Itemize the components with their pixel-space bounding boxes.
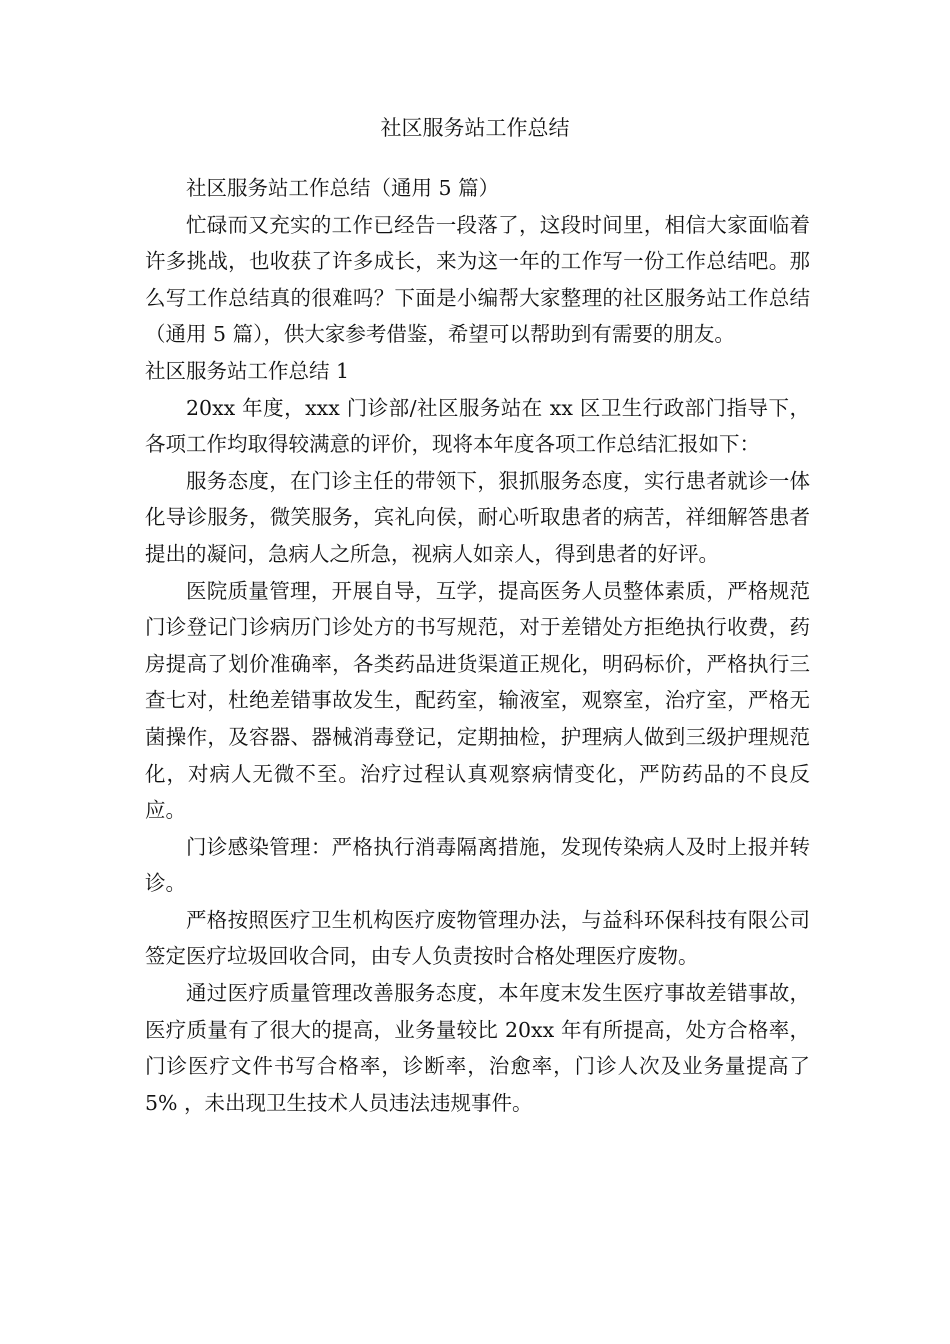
paragraph-subtitle: 社区服务站工作总结（通用 5 篇） — [186, 176, 500, 200]
paragraph-service-attitude: 服务态度，在门诊主任的带领下，狠抓服务态度，实行患者就诊一体化导诊服务，微笑服务，宾礼向侯，耐心听取患者的病苦，祥细解答患者提出的凝问，急病人之所急，视病人如亲人，得到患者的好评。 — [145, 468, 810, 566]
paragraph-overview: 20xx 年度，xxx 门诊部/社区服务站在 xx 区卫生行政部门指导下，各项工作均取得较满意的评价，现将本年度各项工作总结汇报如下： — [145, 395, 810, 457]
paragraph-medical-waste: 严格按照医疗卫生机构医疗废物管理办法，与益科环保科技有限公司签定医疗垃圾回收合同，由专人负责按时合格处理医疗废物。 — [145, 907, 810, 969]
paragraph-infection-management: 门诊感染管理：严格执行消毒隔离措施，发现传染病人及时上报并转诊。 — [145, 834, 810, 896]
document-title: 社区服务站工作总结 — [380, 116, 570, 140]
paragraph-quality-management: 医院质量管理，开展自导，互学，提高医务人员整体素质，严格规范门诊登记门诊病历门诊处方的书写规范，对于差错处方拒绝执行收费，药房提高了划价准确率，各类药品进货渠道正规化，明码标价，严格执行三查七对，杜绝差错事故发生，配药室，输液室，观察室，治疗室，严格无菌操作，及容器、器械消毒登记，定期抽检，护理病人做到三级护理规范化，对病人无微不至。治疗过程认真观察病情变化，严防药品的不良反应。 — [145, 578, 810, 823]
paragraph-results: 通过医疗质量管理改善服务态度，本年度末发生医疗事故差错事故，医疗质量有了很大的提高，业务量较比 20xx 年有所提高，处方合格率，门诊医疗文件书写合格率，诊断率，治愈率，门诊人次及业务量提高了 5% ，未出现卫生技术人员违法违规事件。 — [145, 981, 810, 1115]
document-body — [145, 170, 810, 1121]
section-heading-1: 社区服务站工作总结 1 — [145, 358, 350, 383]
paragraph-intro: 忙碌而又充实的工作已经告一段落了，这段时间里，相信大家面临着许多挑战，也收获了许多成长，来为这一年的工作写一份工作总结吧。那么写工作总结真的很难吗？下面是小编帮大家整理的社区服务站工作总结（通用 5 篇），供大家参考借鉴，希望可以帮助到有需要的朋友。 — [145, 212, 810, 347]
